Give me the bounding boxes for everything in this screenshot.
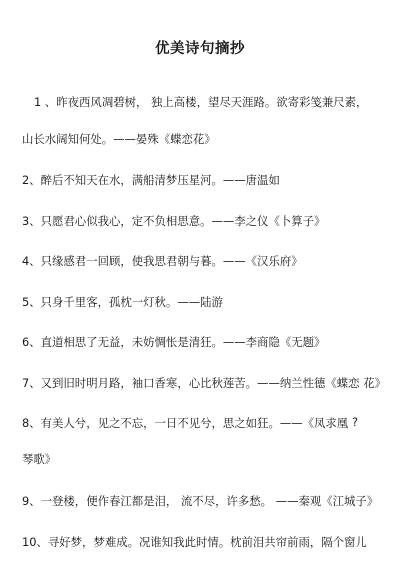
poem-line-6: 6、直道相思了无益，未妨惆怅是清狂。——李商隐《无题》	[22, 335, 326, 349]
poem-line-1a: 1 、昨夜西风凋碧树， 独上高楼，望尽天涯路。欲寄彩笺兼尺素，	[34, 95, 368, 109]
poem-line-4: 4、只缘感君一回顾，使我思君朝与暮。——《汉乐府》	[22, 254, 303, 268]
poem-line-3: 3、只愿君心似我心，定不负相思意。——李之仪《卜算子》	[22, 214, 326, 228]
poem-line-7: 7、又到旧时明月路，袖口香寒，心比秋莲苦。——纳兰性德《蝶恋 花》	[22, 376, 386, 390]
poem-line-9: 9、一登楼，便作春江都是泪， 流不尽，许多愁。 ——秦观《江城子》	[22, 494, 379, 508]
poem-line-1b: 山长水阔知何处。——晏殊《蝶恋花》	[22, 132, 216, 146]
poem-line-8b: 琴歌》	[22, 452, 57, 466]
poem-line-2: 2、醉后不知天在水，满船清梦压星河。——唐温如	[22, 173, 280, 187]
poem-line-8a: 8、有美人兮，见之不忘，一日不见兮，思之如狂。——《凤求凰	[22, 416, 349, 430]
poem-line-10: 10、寻好梦，梦难成。况谁知我此时情。枕前泪共帘前雨，隔个窗儿	[22, 535, 367, 549]
stray-question-mark: ?	[352, 415, 359, 429]
page-title: 优美诗句摘抄	[155, 41, 245, 57]
poem-line-5: 5、只身千里客，孤枕一灯秋。——陆游	[22, 295, 223, 309]
